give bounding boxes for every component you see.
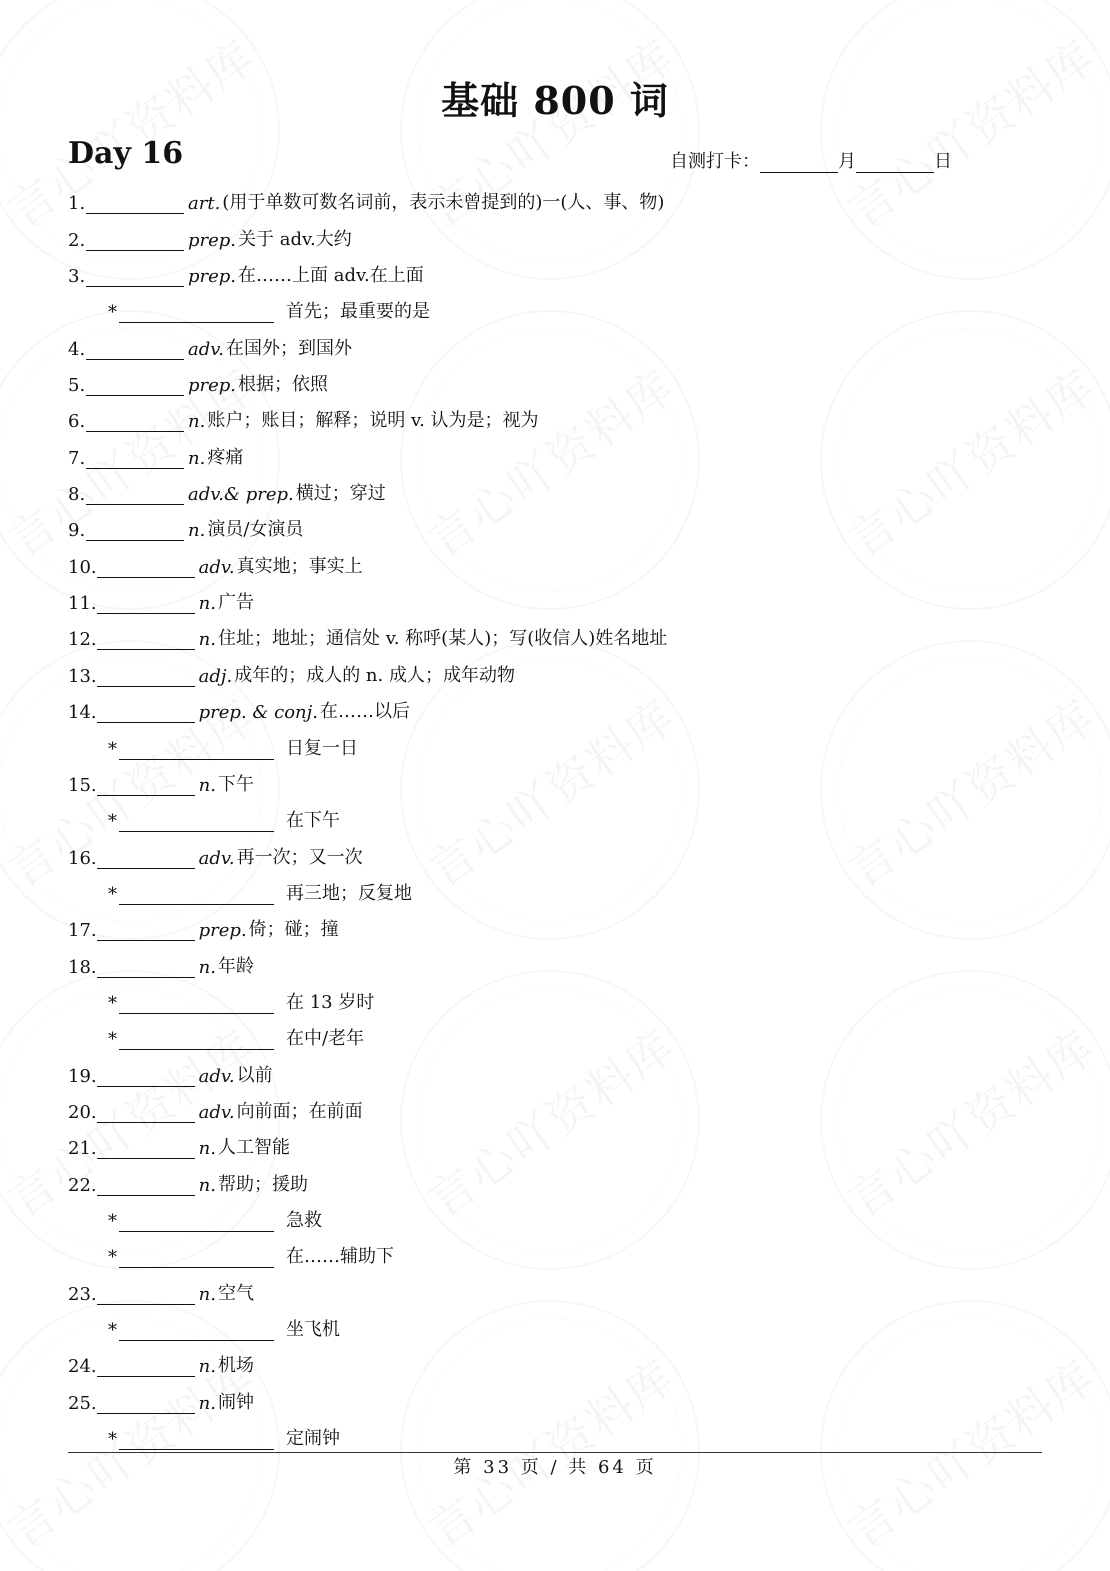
definition: 关于 adv.大约 <box>238 228 352 250</box>
item-number: 10. <box>68 556 97 578</box>
definition: 广告 <box>217 592 254 614</box>
phrase-meaning: 在 13 岁时 <box>286 991 375 1013</box>
part-of-speech: prep. <box>188 375 237 397</box>
vocab-item <box>68 511 1048 547</box>
answer-blank[interactable] <box>97 704 195 723</box>
part-of-speech: n. <box>198 956 216 978</box>
item-number: 3. <box>68 266 86 288</box>
vocab-item <box>68 366 1048 402</box>
answer-blank[interactable] <box>97 1177 195 1196</box>
definition: 再一次；又一次 <box>236 846 363 868</box>
phrase-item <box>68 1420 1048 1456</box>
answer-blank[interactable] <box>86 341 184 360</box>
definition: 在……上面 adv.在上面 <box>238 265 424 287</box>
month-char: 月 <box>838 151 856 172</box>
vocab-item <box>68 1347 1048 1383</box>
definition: 在……以后 <box>319 701 410 723</box>
month-blank[interactable] <box>760 154 838 173</box>
part-of-speech: adv. <box>198 847 235 869</box>
phrase-meaning: 在下午 <box>286 810 340 832</box>
item-number: 12. <box>68 629 97 651</box>
definition: (用于单数可数名词前，表示未曾提到的)一(人、事、物) <box>222 192 665 214</box>
part-of-speech: adv. <box>188 338 225 360</box>
part-of-speech: n. <box>198 1283 216 1305</box>
phrase-meaning: 首先；最重要的是 <box>286 301 430 323</box>
part-of-speech: n. <box>198 629 216 651</box>
phrase-marker: * <box>108 883 117 905</box>
answer-blank[interactable] <box>97 1358 195 1377</box>
phrase-answer-blank[interactable] <box>119 741 274 760</box>
phrase-marker: * <box>108 811 117 833</box>
phrase-item <box>68 293 1048 329</box>
vocab-item <box>68 1274 1048 1310</box>
answer-blank[interactable] <box>97 959 195 978</box>
answer-blank[interactable] <box>86 413 184 432</box>
answer-blank[interactable] <box>97 777 195 796</box>
vocab-item <box>68 620 1048 656</box>
vocab-item <box>68 911 1048 947</box>
part-of-speech: n. <box>198 1174 216 1196</box>
vocab-item <box>68 766 1048 802</box>
answer-blank[interactable] <box>86 232 184 251</box>
phrase-item <box>68 1202 1048 1238</box>
day-char: 日 <box>934 151 952 172</box>
phrase-answer-blank[interactable] <box>119 1249 274 1268</box>
definition: 人工智能 <box>217 1137 290 1159</box>
definition: 空气 <box>217 1282 254 1304</box>
part-of-speech: adv. <box>198 1101 235 1123</box>
answer-blank[interactable] <box>97 668 195 687</box>
answer-blank[interactable] <box>97 1140 195 1159</box>
phrase-marker: * <box>108 302 117 324</box>
vocab-item <box>68 1129 1048 1165</box>
vocab-item <box>68 1056 1048 1092</box>
definition: 疼痛 <box>207 446 244 468</box>
part-of-speech: n. <box>188 447 206 469</box>
phrase-answer-blank[interactable] <box>119 304 274 323</box>
item-number: 21. <box>68 1138 97 1160</box>
definition: 横过；穿过 <box>295 483 386 505</box>
part-of-speech: n. <box>198 1392 216 1414</box>
part-of-speech: adj. <box>198 665 233 687</box>
vocab-item <box>68 220 1048 256</box>
phrase-marker: * <box>108 738 117 760</box>
part-of-speech: n. <box>198 774 216 796</box>
phrase-meaning: 急救 <box>286 1209 322 1231</box>
phrase-answer-blank[interactable] <box>119 886 274 905</box>
item-number: 2. <box>68 229 86 251</box>
definition: 帮助；援助 <box>217 1173 308 1195</box>
phrase-item <box>68 875 1048 911</box>
vocab-item <box>68 947 1048 983</box>
self-check-line <box>670 147 952 173</box>
vocab-item <box>68 584 1048 620</box>
page-number: 第 33 页 / 共 64 页 <box>453 1457 657 1478</box>
answer-blank[interactable] <box>97 1104 195 1123</box>
part-of-speech: adv. <box>198 556 235 578</box>
item-number: 18. <box>68 956 97 978</box>
item-number: 4. <box>68 338 86 360</box>
vocab-item <box>68 257 1048 293</box>
part-of-speech: adv.& prep. <box>188 484 294 506</box>
definition: 闹钟 <box>217 1391 254 1413</box>
phrase-meaning: 再三地；反复地 <box>286 882 412 904</box>
vocab-item <box>68 438 1048 474</box>
item-number: 6. <box>68 411 86 433</box>
answer-blank[interactable] <box>97 922 195 941</box>
phrase-marker: * <box>108 1320 117 1341</box>
vocab-item <box>68 838 1048 874</box>
self-check-label: 自测打卡： <box>670 151 760 172</box>
answer-blank[interactable] <box>97 1068 195 1087</box>
vocab-item <box>68 1165 1048 1201</box>
definition: 在国外；到国外 <box>226 337 353 359</box>
answer-blank[interactable] <box>86 450 184 469</box>
answer-blank[interactable] <box>86 268 184 287</box>
definition: 住址；地址；通信处 v. 称呼(某人)；写(收信人)姓名地址 <box>217 628 668 650</box>
definition: 演员/女演员 <box>207 519 304 541</box>
item-number: 1. <box>68 193 86 215</box>
item-number: 16. <box>68 847 97 869</box>
vocab-item <box>68 184 1048 220</box>
item-number: 22. <box>68 1174 97 1196</box>
phrase-marker: * <box>108 1029 117 1051</box>
part-of-speech: prep. <box>188 229 237 251</box>
item-number: 23. <box>68 1283 97 1305</box>
item-number: 13. <box>68 665 97 687</box>
definition: 下午 <box>217 773 254 795</box>
part-of-speech: n. <box>188 520 206 542</box>
item-number: 9. <box>68 520 86 542</box>
definition: 年龄 <box>217 955 254 977</box>
definition: 账户；账目；解释；说明 v. 认为是；视为 <box>207 410 539 432</box>
phrase-item <box>68 729 1048 765</box>
definition: 根据；依照 <box>238 374 329 396</box>
phrase-marker: * <box>108 992 117 1014</box>
definition: 以前 <box>236 1064 273 1086</box>
answer-blank[interactable] <box>86 195 184 214</box>
answer-blank[interactable] <box>97 595 195 614</box>
definition: 真实地；事实上 <box>236 555 363 577</box>
phrase-answer-blank[interactable] <box>119 1431 274 1450</box>
page-title: 基础 800 词 <box>441 78 669 123</box>
vocab-item <box>68 547 1048 583</box>
part-of-speech: n. <box>198 1138 216 1160</box>
part-of-speech: art. <box>188 193 221 215</box>
part-of-speech: prep. & conj. <box>198 702 318 724</box>
phrase-answer-blank[interactable] <box>119 995 274 1014</box>
vocab-item <box>68 1383 1048 1419</box>
answer-blank[interactable] <box>86 522 184 541</box>
phrase-item <box>68 1238 1048 1274</box>
item-number: 15. <box>68 774 97 796</box>
phrase-meaning: 在……辅助下 <box>286 1246 394 1268</box>
definition: 向前面；在前面 <box>236 1100 363 1122</box>
item-number: 14. <box>68 702 97 724</box>
phrase-answer-blank[interactable] <box>119 1322 274 1341</box>
part-of-speech: n. <box>198 593 216 615</box>
answer-blank[interactable] <box>97 850 195 869</box>
definition: 机场 <box>217 1355 254 1377</box>
phrase-answer-blank[interactable] <box>119 813 274 832</box>
phrase-meaning: 坐飞机 <box>286 1319 340 1340</box>
item-number: 19. <box>68 1065 97 1087</box>
phrase-marker: * <box>108 1247 117 1269</box>
day-heading: Day 16 <box>68 136 184 171</box>
item-number: 24. <box>68 1356 97 1378</box>
phrase-item <box>68 1311 1048 1347</box>
day-blank[interactable] <box>856 154 934 173</box>
answer-blank[interactable] <box>97 1395 195 1414</box>
vocab-item <box>68 656 1048 692</box>
phrase-marker: * <box>108 1210 117 1232</box>
vocab-item <box>68 402 1048 438</box>
answer-blank[interactable] <box>86 377 184 396</box>
item-number: 25. <box>68 1392 97 1414</box>
phrase-meaning: 日复一日 <box>286 737 358 759</box>
vocabulary-list <box>68 184 1048 1456</box>
phrase-answer-blank[interactable] <box>119 1213 274 1232</box>
part-of-speech: n. <box>198 1356 216 1378</box>
answer-blank[interactable] <box>97 1286 195 1305</box>
definition: 成年的；成人的 n. 成人；成年动物 <box>234 664 515 686</box>
answer-blank[interactable] <box>97 559 195 578</box>
vocab-item <box>68 329 1048 365</box>
item-number: 20. <box>68 1101 97 1123</box>
item-number: 11. <box>68 593 97 615</box>
answer-blank[interactable] <box>86 486 184 505</box>
phrase-item <box>68 802 1048 838</box>
part-of-speech: prep. <box>188 266 237 288</box>
vocab-item <box>68 1093 1048 1129</box>
phrase-item <box>68 984 1048 1020</box>
part-of-speech: prep. <box>198 920 247 942</box>
vocab-item <box>68 475 1048 511</box>
part-of-speech: adv. <box>198 1065 235 1087</box>
item-number: 8. <box>68 484 86 506</box>
phrase-answer-blank[interactable] <box>119 1031 274 1050</box>
answer-blank[interactable] <box>97 631 195 650</box>
part-of-speech: n. <box>188 411 206 433</box>
phrase-item <box>68 1020 1048 1056</box>
phrase-meaning: 在中/老年 <box>286 1028 365 1050</box>
phrase-meaning: 定闹钟 <box>286 1428 340 1450</box>
item-number: 17. <box>68 920 97 942</box>
item-number: 7. <box>68 447 86 469</box>
phrase-marker: * <box>108 1429 117 1451</box>
vocab-item <box>68 693 1048 729</box>
item-number: 5. <box>68 375 86 397</box>
definition: 倚；碰；撞 <box>248 919 339 941</box>
